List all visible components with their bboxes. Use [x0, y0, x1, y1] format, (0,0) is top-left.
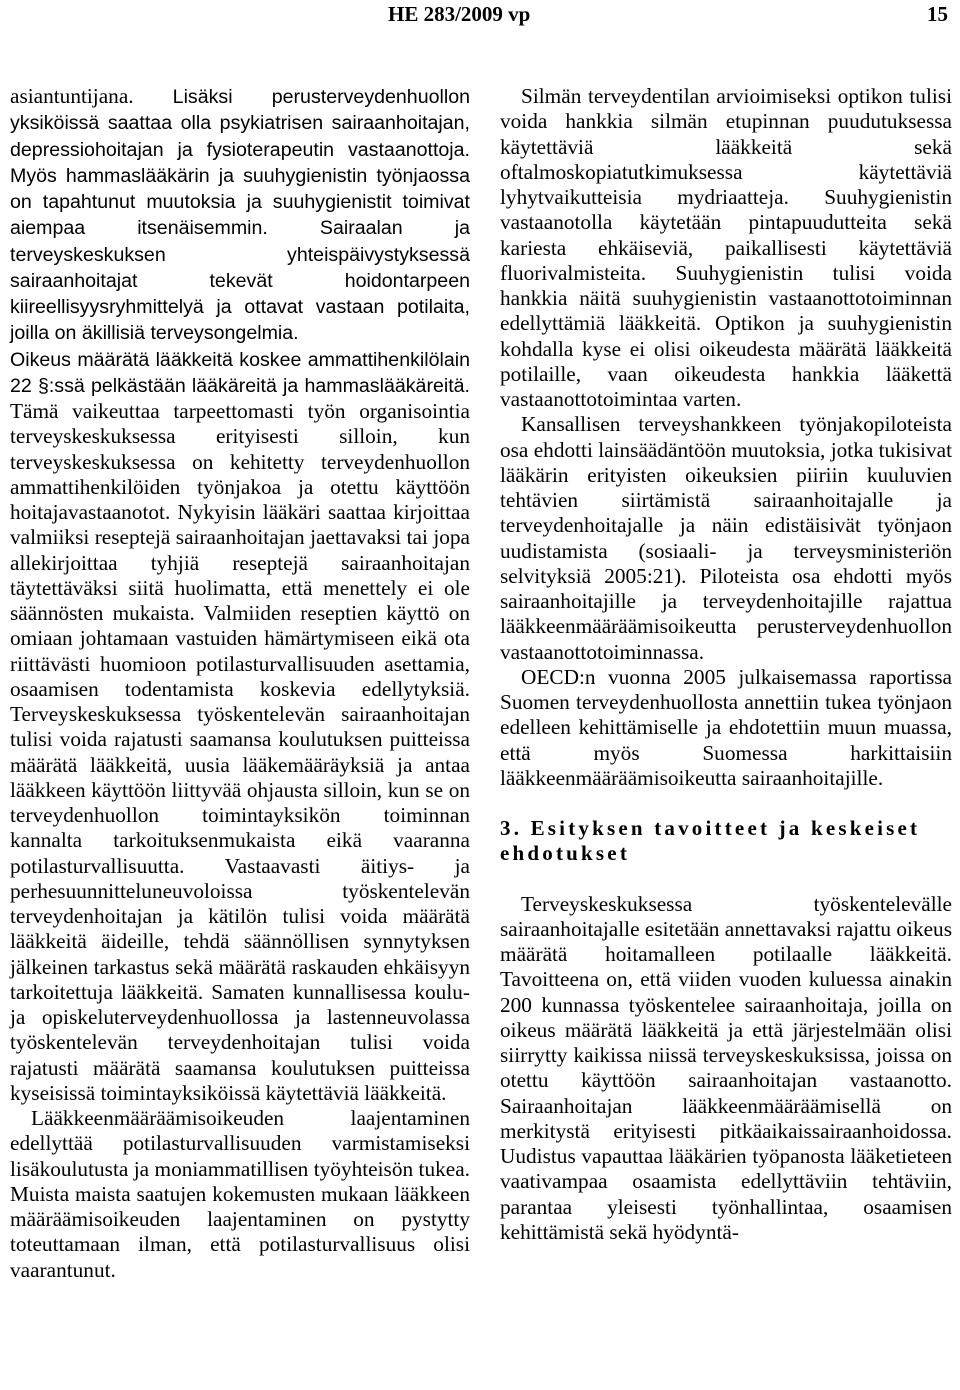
- paragraph-2-sans: Oikeus määrätä lääkkeitä koskee ammattihenkilölain 22 §:ssä pelkästään lääkäreitä ja hammaslääkäreitä.: [10, 348, 470, 397]
- section-heading: 3. Esityksen tavoitteet ja keskeiset ehdotukset: [500, 816, 921, 866]
- left-column: [10, 84, 470, 1283]
- page-number: 15: [927, 2, 948, 26]
- paragraph-5: Kansallisen terveyshankkeen työnjakopiloteista osa ehdotti lainsäädäntöön muutoksia, jotka tukisivat lääkärin erityisten oikeuksien piiriin kuuluvien tehtävien siirtämistä sairaanhoitajalle ja terveydenhoitajalle ja näin edistäisivät työnjaon uudistamista (sosiaali- ja terveysministeriön selvityksiä 2005:21). Piloteista osa ehdotti myös sairaanhoitajille ja terveydenhoitajille rajattua lääkkeenmääräämisoikeutta perusterveydenhuollon vastaanottotoiminnassa.: [500, 412, 952, 664]
- right-column: [500, 84, 952, 1245]
- paragraph-4: Silmän terveydentilan arvioimiseksi optikon tulisi voida hankkia silmän etupinnan puudutuksessa käytettäviä lääkkeitä sekä oftalmoskopiatutkimuksessa käytettäviä lyhytvaikutteisia mydriaatteja. Suuhygienistin vastaanotolla käytetään pintapuudutteita sekä kariesta ehkäiseviä, paikallisesti käytettäviä fluorivalmisteita. Suuhygienistin tulisi voida hankkia näitä suuhygienistin vastaanottotoiminnan edellyttämiä lääkkeitä. Optikon ja suuhygienistin kohdalla kyse ei olisi oikeudesta määrätä lääkkeitä potilaille, vaan oikeudesta hankkia lääkettä vastaanottotoimintaa varten.: [500, 84, 952, 411]
- paragraph-1: [10, 84, 470, 347]
- paragraph-7: Terveyskeskuksessa työskentelevälle sairaanhoitajalle esitetään annettavaksi rajattu oikeus määrätä hoitamalleen potilaalle lääkkeitä. Tavoitteena on, että viiden vuoden kuluessa ainakin 200 kunnassa työskentelee sairaanhoitaja, joilla on oikeus määrätä lääkkeitä ja että järjestelmään olisi siirrytty kaikissa niissä terveyskeskuksissa, joissa on otettu käyttöön sairaanhoitajan vastaanotto. Sairaanhoitajan lääkkeenmääräämisellä on merkitystä erityisesti pitkäaikaissairaanhoidossa. Uudistus vapauttaa lääkärien työpanosta lääketieteen vaativampaa osaamista edellyttäviin tehtäviin, parantaa yleisesti työnhallintaa, osaamisen kehittämistä sekä hyödyntä-: [500, 891, 952, 1244]
- paragraph-2: [10, 347, 470, 1107]
- paragraph-1-serif: asiantuntijana.: [10, 84, 173, 108]
- paragraph-6: OECD:n vuonna 2005 julkaisemassa raportissa Suomen terveydenhuollosta annettiin tukea työnjaon edelleen kehittämiselle ja ehdotettiin muun muassa, että myös Suomessa harkittaisiin lääkkeenmääräämisoikeutta sairaanhoitajille.: [500, 664, 952, 790]
- page-header: [0, 2, 960, 28]
- paragraph-3: Lääkkeenmääräämisoikeuden laajentaminen edellyttää potilasturvallisuuden varmistamiseksi lisäkoulutusta ja moniammatillisen työyhteisön tukea. Muista maista saatujen kokemusten mukaan lääkkeen määräämisoikeuden laajentaminen on pystytty toteuttamaan ilman, että potilasturvallisuus olisi vaarantunut.: [10, 1106, 470, 1282]
- document-title: HE 283/2009 vp: [388, 2, 531, 26]
- paragraph-2-serif: Tämä vaikeuttaa tarpeettomasti työn organisointia terveyskeskuksessa erityisesti silloin, kun terveyskeskuksessa on kehitetty terveydenhuollon ammattihenkilöiden työnjakoa ja otettu käyttöön hoitajavastaanotot. Nykyisin lääkäri saattaa kirjoittaa valmiiksi reseptejä sairaanhoitajan jaettavaksi tai jopa allekirjoittaa tyhjiä reseptejä sairaanhoitajan täytettäväksi siitä huolimatta, että menettely ei ole säännösten mukaista. Valmiiden reseptien käyttö on omiaan johtamaan vastuiden hämärtymiseen eikä ota riittävästi huomioon potilasturvallisuuden asettamia, osaamisen todentamista koskevia edellytyksiä. Terveyskeskuksessa työskentelevän sairaanhoitajan tulisi voida rajatusti saamansa koulutuksen puitteissa määrätä lääkkeitä, uusia lääkemääräyksiä ja antaa lääkkeen käyttöön liittyvää ohjausta silloin, kun se on terveydenhuollon toimintayksikön toiminnan kannalta tarkoituksenmukaista eikä vaaranna potilasturvallisuutta. Vastaavasti äitiys- ja perhesuunnitteluneuvoloissa työskentelevän terveydenhoitajan ja kätilön tulisi voida määrätä lääkkeitä äideille, tehdä säännöllisen synnytyksen jälkeinen tarkastus sekä määrätä raskauden ehkäisyyn tarkoitettuja lääkkeitä. Samaten kunnallisessa koulu- ja opiskeluterveydenhuollossa ja lastenneuvolassa työskentelevän terveydenhoitajan tulisi voida rajatusti määrätä saamansa koulutuksen puitteissa kyseisissä toimintayksiköissä käytettäviä lääkkeitä.: [10, 399, 470, 1105]
- paragraph-1-sans: Lisäksi perusterveydenhuollon yksiköissä saattaa olla psykiatrisen sairaanhoitajan, depressiohoitajan ja fysioterapeutin vastaanottoja. Myös hammaslääkärin ja suuhygienistin työnjaossa on tapahtunut muutoksia ja suuhygienistit toimivat aiempaa itsenäisemmin. Sairaalan ja terveyskeskuksen yhteispäivystyksessä sairaanhoitajat tekevät hoidontarpeen kiireellisyysryhmittelyä ja ottavat vastaan potilaita, joilla on äkillisiä terveysongelmia.: [10, 86, 470, 345]
